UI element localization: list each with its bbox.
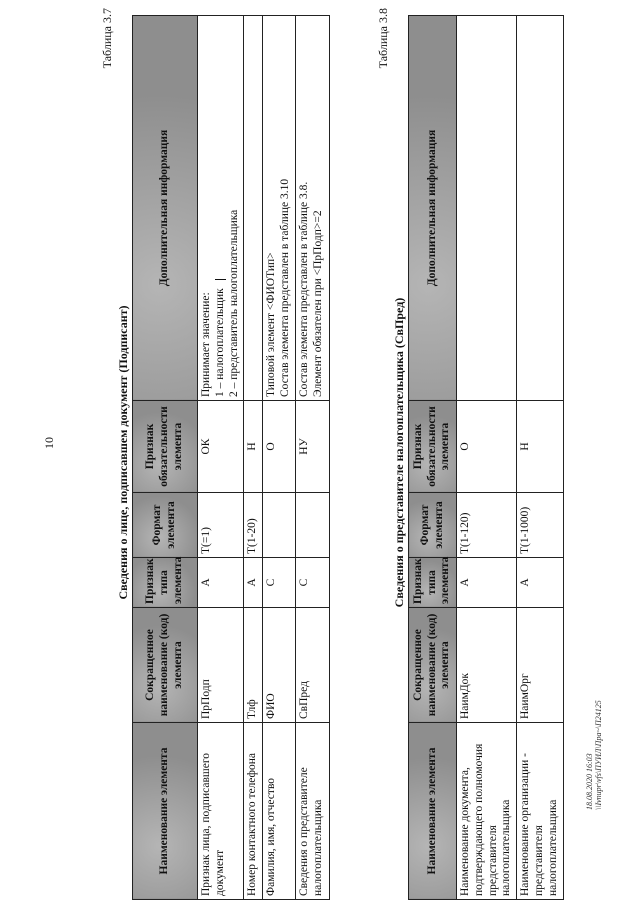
header-additional-info: Дополнительная информация xyxy=(133,16,198,401)
cell-element-required: О xyxy=(457,401,517,493)
table-label-3-8: Таблица 3.8 xyxy=(376,8,390,69)
cell-element-code: ФИО xyxy=(263,608,296,723)
cell-element-type: А xyxy=(517,558,563,608)
table-row xyxy=(244,16,263,900)
cell-additional-info xyxy=(457,16,517,401)
table-3-8 xyxy=(408,15,564,900)
table-row xyxy=(198,16,244,900)
cell-element-code: СвПред xyxy=(295,608,329,723)
cell-element-code: Тлф xyxy=(244,608,263,723)
cell-element-name: Фамилия, имя, отчество xyxy=(263,723,296,900)
table-row xyxy=(457,16,517,900)
header-element-code: Сокращенное наименование (код) элемента xyxy=(409,608,457,723)
header-element-format: Формат элемента xyxy=(133,493,198,558)
header-element-required: Признак обязательности элемента xyxy=(409,401,457,493)
cell-element-code: НаимОрг xyxy=(517,608,563,723)
header-additional-info: Дополнительная информация xyxy=(409,16,457,401)
file-stamp xyxy=(585,700,603,810)
cell-element-format: Т(1-20) xyxy=(244,493,263,558)
info-line: 2 – представитель налогоплательщика xyxy=(227,209,240,397)
table-row xyxy=(263,16,296,900)
cell-element-name: Наименование организации - представителя налогоплательщика xyxy=(517,723,563,900)
table-header-row xyxy=(133,16,198,900)
page-number: 10 xyxy=(42,437,56,449)
cell-element-required: НУ xyxy=(295,401,329,493)
cell-element-type: А xyxy=(244,558,263,608)
cell-element-format: Т(=1) xyxy=(198,493,244,558)
table-header-row xyxy=(409,16,457,900)
info-line: Принимает значение: xyxy=(200,292,212,397)
cell-element-format: Т(1-1000) xyxy=(517,493,563,558)
stamp-datetime: 18.08.2020 16:03 xyxy=(585,753,594,810)
cell-element-code: ПрПодп xyxy=(198,608,244,723)
cell-element-format xyxy=(263,493,296,558)
text-cursor-icon xyxy=(215,279,226,280)
header-element-format: Формат элемента xyxy=(409,493,457,558)
cell-element-type: С xyxy=(295,558,329,608)
cell-element-format: Т(1-120) xyxy=(457,493,517,558)
cell-element-required: Н xyxy=(517,401,563,493)
info-line: Состав элемента представлен в таблице 3.10 xyxy=(278,178,291,397)
cell-element-type: А xyxy=(198,558,244,608)
info-line: Элемент обязателен при <ПрПодп>=2 xyxy=(311,210,324,397)
header-element-type: Признак типа элемента xyxy=(409,558,457,608)
table-caption-3-8: Сведения о представителе налогоплательщика (СвПред) xyxy=(392,297,406,608)
header-element-required: Признак обязательности элемента xyxy=(133,401,198,493)
cell-element-type: А xyxy=(457,558,517,608)
cell-additional-info xyxy=(517,16,563,401)
cell-element-type: С xyxy=(263,558,296,608)
header-element-type: Признак типа элемента xyxy=(133,558,198,608)
header-element-code: Сокращенное наименование (код) элемента xyxy=(133,608,198,723)
cell-additional-info xyxy=(198,16,244,401)
info-line: 1 – налогоплательщик xyxy=(214,19,228,397)
stamp-path: \\Ivnupr\vfs\ПУИЛ\Пра~\П24125 xyxy=(594,700,604,810)
header-element-name: Наименование элемента xyxy=(133,723,198,900)
table-label-3-7: Таблица 3.7 xyxy=(100,8,114,69)
header-element-name: Наименование элемента xyxy=(409,723,457,900)
table-row xyxy=(517,16,563,900)
cell-element-required: ОК xyxy=(198,401,244,493)
cell-element-required: О xyxy=(263,401,296,493)
cell-element-name: Номер контактного телефона xyxy=(244,723,263,900)
cell-element-name: Наименование документа, подтверждающего полномочия представителя налогоплательщика xyxy=(457,723,517,900)
info-line: Типовой элемент <ФИОТип> xyxy=(265,252,278,397)
info-line: Состав элемента представлен в таблице 3.8. xyxy=(297,181,310,397)
cell-element-format xyxy=(295,493,329,558)
cell-element-required: Н xyxy=(244,401,263,493)
cell-additional-info xyxy=(295,16,329,401)
cell-additional-info xyxy=(263,16,296,401)
cell-element-code: НаимДок xyxy=(457,608,517,723)
table-row xyxy=(295,16,329,900)
cell-additional-info xyxy=(244,16,263,401)
table-caption-3-7: Сведения о лице, подписавшем документ (Подписант) xyxy=(116,305,130,600)
table-3-7 xyxy=(132,15,330,900)
cell-element-name: Признак лица, подписавшего документ xyxy=(198,723,244,900)
cell-element-name: Сведения о представителе налогоплательщика xyxy=(295,723,329,900)
